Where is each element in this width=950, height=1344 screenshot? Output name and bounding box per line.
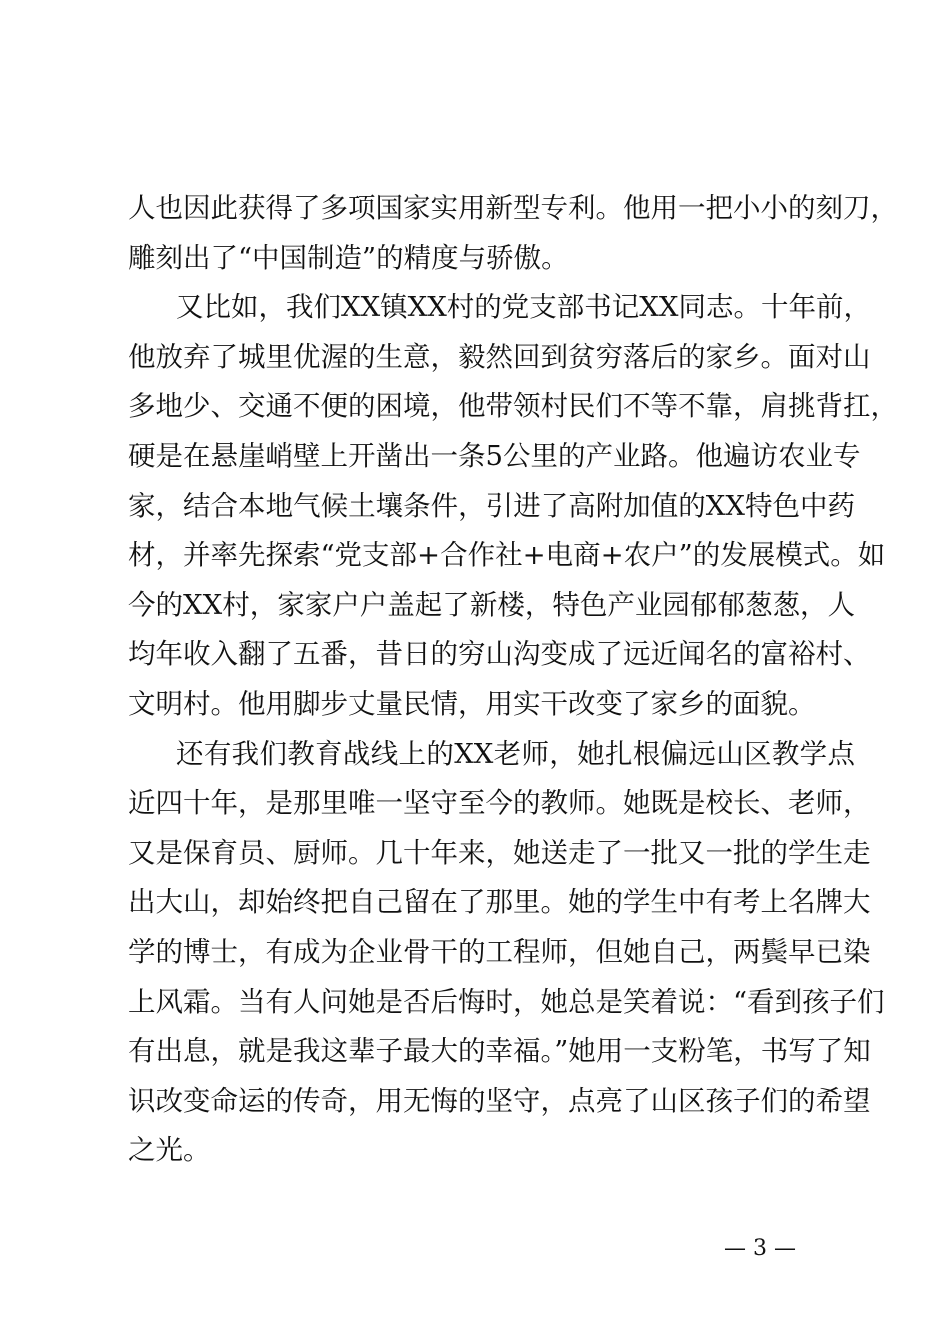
paragraph [128,283,898,729]
text-line: 出大山，却始终把自己留在了那里。她的学生中有考上名牌大 [128,886,871,919]
text-line: 材，并率先探索“党支部+合作社+电商+农户”的发展模式。如 [128,539,886,572]
text-line: 有出息，就是我这辈子最大的幸福。”她用一支粉笔，书写了知 [128,1035,871,1068]
text-line: 又是保育员、厨师。几十年来，她送走了一批又一批的学生走 [128,836,871,869]
text-line: 学的博士，有成为企业骨干的工程师，但她自己，两鬓早已染 [128,935,871,968]
document-body [128,184,898,1176]
text-line: 还有我们教育战线上的XX老师，她扎根偏远山区教学点 [176,737,855,770]
text-line: 今的XX村，家家户户盖起了新楼，特色产业园郁郁葱葱，人 [128,588,855,621]
text-line: 家，结合本地气候土壤条件，引进了高附加值的XX特色中药 [128,489,855,522]
text-line: 多地少、交通不便的困境，他带领村民们不等不靠，肩挑背扛， [128,390,898,423]
text-line: 又比如，我们XX镇XX村的党支部书记XX同志。十年前， [176,291,871,324]
text-line: 之光。 [128,1134,211,1167]
text-line: 文明村。他用脚步丈量民情，用实干改变了家乡的面貌。 [128,687,816,720]
paragraph [128,730,885,1176]
text-line: 他放弃了城里优渥的生意，毅然回到贫穷落后的家乡。面对山 [128,340,871,373]
text-line: 雕刻出了“中国制造”的精度与骄傲。 [128,241,569,274]
page-number: — 3 — [724,1236,796,1261]
text-line: 均年收入翻了五番，昔日的穷山沟变成了远近闻名的富裕村、 [128,638,871,671]
text-line: 硬是在悬崖峭壁上开凿出一条5公里的产业路。他遍访农业专 [128,439,861,472]
text-line: 识改变命运的传奇，用无悔的坚守，点亮了山区孩子们的希望 [128,1084,871,1117]
text-line: 人也因此获得了多项国家实用新型专利。他用一把小小的刻刀， [128,192,898,224]
text-line: 上风霜。当有人问她是否后悔时，她总是笑着说：“看到孩子们 [128,985,885,1018]
paragraph [128,184,898,283]
text-line: 近四十年，是那里唯一坚守至今的教师。她既是校长、老师， [128,787,871,820]
